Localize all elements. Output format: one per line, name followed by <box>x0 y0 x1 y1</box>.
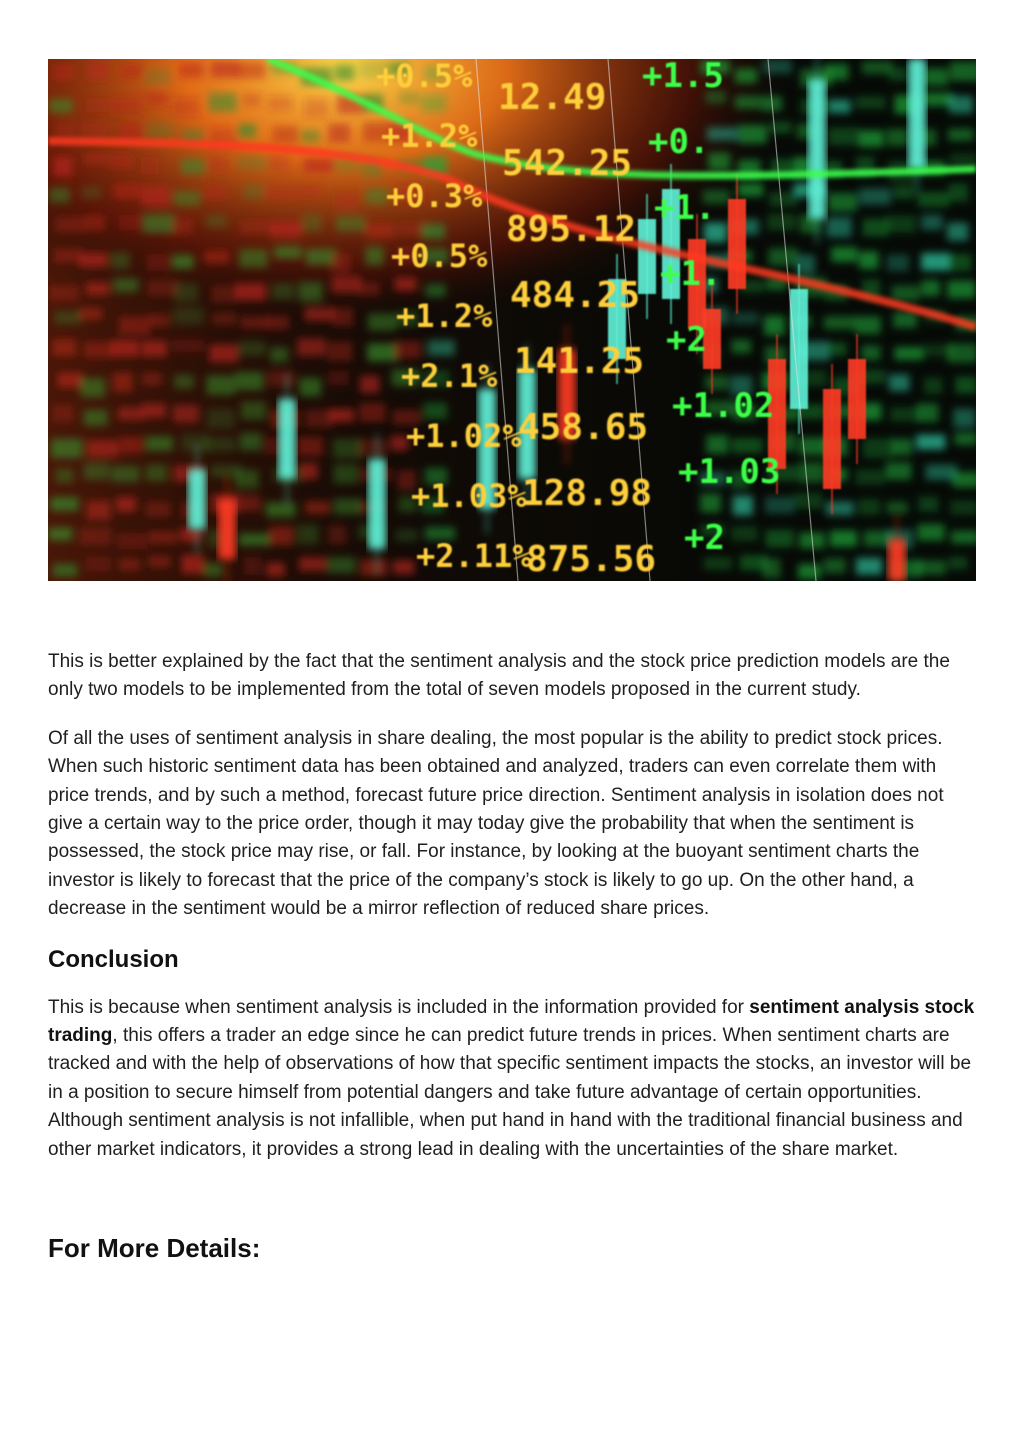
ticker-blur-cell <box>798 462 825 482</box>
ticker-blur-cell <box>333 439 363 459</box>
ticker-blur-cell <box>212 312 237 325</box>
ticker-blur-cell <box>174 283 198 302</box>
ticker-blur-cell <box>241 316 270 328</box>
candlestick <box>808 59 826 244</box>
ticker-blur-cell <box>297 338 326 356</box>
ticker-blur-cell <box>426 284 446 297</box>
ticker-blur-cell <box>331 253 351 272</box>
ticker-blur-cell <box>173 218 192 234</box>
ticker-blur-cell <box>84 410 108 426</box>
ticker-blur-cell <box>328 557 355 573</box>
ticker-blur-cell <box>297 525 318 545</box>
ticker-blur-cell <box>55 217 87 233</box>
ticker-blur-cell <box>949 556 968 569</box>
ticker-blur-cell <box>738 125 767 143</box>
ticker-blur-cell <box>917 524 944 541</box>
ticker-blur-cell <box>235 283 266 300</box>
ticker-label: +0.5% <box>391 237 488 275</box>
ticker-blur-cell <box>111 252 129 268</box>
ticker-blur-cell <box>421 95 446 112</box>
ticker-label: 141.25 <box>514 341 645 382</box>
ticker-blur-cell <box>53 339 77 356</box>
ticker-blur-cell <box>328 525 347 544</box>
paragraph-intro: This is better explained by the fact that the sentiment analysis and the stock price prediction models are the only two models to be implemented from the total of seven models proposed in the current study. <box>48 651 950 701</box>
ticker-blur-cell <box>146 502 171 517</box>
ticker-blur-cell <box>142 186 169 206</box>
ticker-blur-cell <box>335 191 358 209</box>
ticker-blur-cell <box>266 563 284 577</box>
ticker-blur-cell <box>798 564 821 579</box>
ticker-blur-cell <box>85 215 105 231</box>
ticker-label: +1. <box>660 254 722 294</box>
ticker-blur-cell <box>53 65 74 81</box>
ticker-blur-cell <box>80 378 105 397</box>
ticker-blur-cell <box>333 464 358 484</box>
ticker-blur-cell <box>731 340 751 354</box>
ticker-blur-cell <box>955 377 976 394</box>
ticker-blur-cell <box>733 496 753 516</box>
ticker-blur-cell <box>51 439 83 458</box>
ticker-blur-cell <box>830 530 857 546</box>
ticker-blur-cell <box>918 192 950 207</box>
ticker-blur-cell <box>947 281 975 299</box>
paragraph-prediction: Of all the uses of sentiment analysis in share dealing, the most popular is the ability to predict stock prices. When such historic sentiment data has been obtained and analyzed, traders can even correlate them with price trends, and by such a method, forecast future price direction. Sentiment analysis in isolation does not give a certain way to the price order, though it may today give the probability that when the sentiment is possessed, the stock price may rise, or fall. For instance, by looking at the buoyant sentiment charts the investor is likely to forecast that the price of the company’s stock is likely to go up. On the other hand, a decrease in the sentiment would be a mirror reflection of reduced share prices. <box>48 727 944 920</box>
ticker-blur-cell <box>893 312 917 328</box>
ticker-blur-cell <box>204 251 229 264</box>
ticker-blur-cell <box>83 463 109 480</box>
ticker-blur-cell <box>706 435 728 454</box>
ticker-blur-cell <box>329 409 354 423</box>
ticker-blur-cell <box>892 285 920 300</box>
ticker-blur-cell <box>764 316 785 336</box>
ticker-blur-cell <box>242 94 262 107</box>
ticker-blur-cell <box>235 470 259 489</box>
ticker-blur-cell <box>863 438 895 458</box>
ticker-blur-cell <box>305 501 330 514</box>
ticker-blur-cell <box>235 372 263 390</box>
ticker-blur-cell <box>79 253 107 268</box>
ticker-label: +2.11% <box>416 537 532 575</box>
ticker-blur-cell <box>179 62 204 78</box>
ticker-blur-cell <box>273 126 299 143</box>
ticker-label: +2 <box>666 320 707 360</box>
ticker-blur-cell <box>360 559 387 576</box>
ticker-blur-cell <box>173 405 199 423</box>
ticker-blur-cell <box>239 533 270 545</box>
ticker-label: +2 <box>684 518 725 558</box>
ticker-blur-cell <box>80 121 110 140</box>
ticker-blur-cell <box>707 127 738 140</box>
ticker-blur-cell <box>80 308 102 320</box>
ticker-label: +1.5 <box>642 59 724 96</box>
ticker-blur-cell <box>209 345 238 363</box>
ticker-blur-cell <box>205 185 225 199</box>
ticker-blur-cell <box>300 463 318 480</box>
ticker-blur-cell <box>886 502 907 514</box>
ticker-blur-cell <box>949 96 973 114</box>
ticker-blur-cell <box>855 96 885 109</box>
ticker-blur-cell <box>301 130 320 142</box>
ticker-blur-cell <box>367 343 398 361</box>
ticker-blur-cell <box>87 440 119 457</box>
ticker-blur-cell <box>949 254 971 271</box>
ticker-blur-cell <box>953 409 975 428</box>
ticker-blur-cell <box>238 156 268 170</box>
ticker-blur-cell <box>828 127 860 145</box>
ticker-blur-cell <box>141 157 159 174</box>
ticker-blur-cell <box>119 316 150 334</box>
ticker-blur-cell <box>49 187 70 202</box>
ticker-blur-cell <box>149 531 177 544</box>
ticker-blur-cell <box>893 186 913 200</box>
ticker-blur-cell <box>300 378 322 396</box>
ticker-blur-cell <box>950 500 976 515</box>
ticker-blur-cell <box>181 159 205 174</box>
ticker-blur-cell <box>394 341 421 359</box>
ticker-blur-cell <box>118 407 144 420</box>
ticker-blur-cell <box>738 183 764 196</box>
ticker-blur-cell <box>172 340 204 352</box>
ticker-blur-cell <box>147 254 169 271</box>
ticker-blur-cell <box>206 215 226 228</box>
ticker-blur-cell <box>731 526 757 541</box>
ticker-blur-cell <box>894 347 923 360</box>
ticker-blur-cell <box>886 462 912 479</box>
conclusion-text-end: , this offers a trader an edge since he can predict future trends in prices. When sentiment charts are tracked and with the help of observations of how that specific sentiment impacts the stocks, an investor will be in a position to secure himself from potential dangers and take future advantage of certain opportunities. Although sentiment analysis is not infallible, when put hand in hand with the traditional financial business and other market indicators, it provides a strong lead in dealing with the uncertainties of the share market. <box>48 1025 972 1160</box>
ticker-blur-cell <box>53 248 82 263</box>
stock-chart-illustration <box>48 59 976 581</box>
ticker-blur-cell <box>172 255 193 269</box>
ticker-label: +0. <box>648 122 710 162</box>
ticker-blur-cell <box>181 555 203 574</box>
ticker-blur-cell <box>954 433 976 445</box>
ticker-blur-cell <box>917 403 939 422</box>
ticker-blur-cell <box>824 316 856 329</box>
ticker-blur-cell <box>119 215 140 230</box>
ticker-blur-cell <box>173 307 203 324</box>
ticker-blur-cell <box>732 438 763 453</box>
ticker-blur-cell <box>209 93 238 112</box>
ticker-blur-cell <box>87 501 111 520</box>
ticker-blur-cell <box>112 97 143 114</box>
ticker-blur-cell <box>240 220 271 233</box>
ticker-blur-cell <box>887 254 909 271</box>
ticker-blur-cell <box>49 99 73 113</box>
ticker-blur-cell <box>700 494 721 513</box>
ticker-blur-cell <box>265 185 296 201</box>
ticker-blur-cell <box>211 61 239 77</box>
ticker-blur-cell <box>891 439 912 455</box>
ticker-blur-cell <box>49 285 79 301</box>
ticker-blur-cell <box>239 249 268 267</box>
ticker-blur-cell <box>270 526 294 545</box>
ticker-blur-cell <box>240 341 266 355</box>
ticker-blur-cell <box>54 157 73 177</box>
ticker-blur-cell <box>53 564 78 577</box>
ticker-blur-cell <box>769 121 791 133</box>
ticker-blur-cell <box>861 345 880 360</box>
ticker-label: +1. <box>654 188 716 228</box>
ticker-blur-cell <box>923 93 952 106</box>
ticker-blur-cell <box>889 67 908 81</box>
ticker-blur-cell <box>333 308 354 327</box>
ticker-blur-cell <box>949 184 969 202</box>
ticker-blur-cell <box>885 216 916 233</box>
ticker-blur-cell <box>58 372 83 388</box>
ticker-blur-cell <box>86 557 111 572</box>
ticker-blur-cell <box>327 341 352 361</box>
ticker-blur-cell <box>947 344 976 363</box>
ticker-label: 484.25 <box>510 275 641 316</box>
ticker-label: +1.2% <box>396 297 493 335</box>
keyword-link: sentiment analysis stock trading <box>48 996 975 1047</box>
ticker-label: +1.02% <box>406 417 522 455</box>
ticker-blur-cell <box>328 123 350 142</box>
ticker-blur-cell <box>142 373 162 386</box>
ticker-blur-cell <box>113 278 138 292</box>
ticker-blur-cell <box>268 96 293 110</box>
ticker-blur-cell <box>48 528 72 541</box>
ticker-blur-cell <box>921 280 940 296</box>
ticker-blur-cell <box>366 188 387 204</box>
ticker-blur-cell <box>859 251 879 269</box>
ticker-label: 12.49 <box>498 77 607 118</box>
ticker-blur-cell <box>113 373 133 392</box>
ticker-blur-cell <box>297 185 322 197</box>
ticker-blur-cell <box>267 154 289 171</box>
ticker-label: 895.12 <box>506 209 637 250</box>
ticker-blur-cell <box>855 469 884 485</box>
ticker-blur-cell <box>50 497 78 511</box>
ticker-blur-cell <box>735 69 757 84</box>
ticker-blur-cell <box>830 100 851 114</box>
ticker-label: +1.02 <box>672 386 775 426</box>
ticker-blur-cell <box>335 65 354 81</box>
ticker-blur-cell <box>916 435 945 450</box>
ticker-blur-cell <box>111 466 139 482</box>
more-details-heading: For More Details: <box>48 1233 261 1264</box>
ticker-blur-cell <box>921 215 942 230</box>
ticker-blur-cell <box>768 248 798 266</box>
ticker-blur-cell <box>735 96 760 109</box>
ticker-blur-cell <box>918 497 938 512</box>
ticker-blur-cell <box>174 191 200 206</box>
ticker-blur-cell <box>952 472 976 487</box>
ticker-blur-cell <box>704 557 732 570</box>
ticker-blur-cell <box>241 401 266 419</box>
ticker-blur-cell <box>244 184 263 199</box>
ticker-blur-cell <box>148 314 169 327</box>
ticker-blur-cell <box>732 312 759 324</box>
ticker-blur-cell <box>917 560 946 574</box>
ticker-blur-cell <box>149 556 171 568</box>
ticker-blur-cell <box>859 130 884 147</box>
ticker-blur-cell <box>890 407 920 421</box>
ticker-blur-cell <box>858 499 880 515</box>
ticker-blur-cell <box>360 375 380 393</box>
ticker-blur-cell <box>950 153 976 167</box>
ticker-blur-cell <box>428 340 455 356</box>
ticker-blur-cell <box>274 246 301 258</box>
ticker-blur-cell <box>204 437 236 451</box>
ticker-blur-cell <box>332 276 362 293</box>
ticker-blur-cell <box>368 314 396 331</box>
ticker-blur-cell <box>826 217 851 237</box>
ticker-label: +1.03 <box>678 452 781 492</box>
ticker-blur-cell <box>856 558 882 575</box>
ticker-blur-cell <box>207 409 235 429</box>
ticker-blur-cell <box>859 188 891 204</box>
ticker-blur-cell <box>948 128 974 141</box>
ticker-blur-cell <box>146 92 168 106</box>
ticker-blur-cell <box>923 68 948 85</box>
conclusion-heading: Conclusion <box>48 945 179 973</box>
ticker-blur-cell <box>304 307 335 321</box>
ticker-blur-cell <box>174 375 194 389</box>
ticker-blur-cell <box>86 99 116 112</box>
ticker-blur-cell <box>708 153 730 171</box>
ticker-blur-cell <box>828 193 857 211</box>
ticker-blur-cell <box>334 499 363 515</box>
ticker-blur-cell <box>111 154 133 169</box>
ticker-blur-cell <box>146 465 168 482</box>
ticker-blur-cell <box>767 214 796 230</box>
ticker-blur-cell <box>208 156 228 171</box>
ticker-label: +2.1% <box>401 357 498 395</box>
ticker-blur-cell <box>763 59 792 73</box>
ticker-blur-cell <box>55 122 76 139</box>
ticker-label: 458.65 <box>518 407 649 448</box>
ticker-blur-cell <box>55 468 73 483</box>
ticker-blur-cell <box>180 527 201 541</box>
conclusion-text-start: This is because when sentiment analysis is included in the information provided for <box>48 996 750 1018</box>
ticker-blur-cell <box>828 342 846 355</box>
ticker-blur-cell <box>921 253 950 270</box>
ticker-blur-cell <box>328 371 349 386</box>
ticker-blur-cell <box>244 557 262 575</box>
ticker-blur-cell <box>235 62 266 78</box>
ticker-blur-cell <box>172 98 200 116</box>
ticker-blur-cell <box>358 282 379 295</box>
ticker-blur-cell <box>88 62 108 80</box>
ticker-blur-cell <box>336 216 365 231</box>
ticker-blur-cell <box>303 214 322 231</box>
ticker-blur-cell <box>765 530 793 547</box>
ticker-blur-cell <box>143 214 175 233</box>
ticker-blur-cell <box>396 529 418 542</box>
ticker-blur-cell <box>204 563 222 577</box>
ticker-blur-cell <box>119 558 140 570</box>
ticker-blur-cell <box>304 98 329 118</box>
ticker-blur-cell <box>395 277 417 291</box>
ticker-blur-cell <box>80 528 112 545</box>
ticker-blur-cell <box>240 433 262 451</box>
ticker-blur-cell <box>116 497 136 512</box>
ticker-blur-cell <box>270 347 288 362</box>
ticker-blur-cell <box>147 123 174 139</box>
ticker-blur-cell <box>366 223 395 238</box>
ticker-blur-cell <box>762 558 780 578</box>
ticker-blur-cell <box>358 439 387 456</box>
paragraph-conclusion <box>48 994 978 1164</box>
ticker-blur-cell <box>266 316 289 330</box>
ticker-blur-cell <box>113 183 141 199</box>
ticker-blur-cell <box>924 378 943 394</box>
candlestick <box>790 264 808 434</box>
ticker-blur-cell <box>111 340 139 357</box>
ticker-blur-cell <box>272 283 295 299</box>
ticker-label: +1.2% <box>381 117 478 155</box>
ticker-blur-cell <box>142 403 166 417</box>
ticker-blur-cell <box>267 370 294 386</box>
ticker-blur-cell <box>142 341 167 357</box>
ticker-blur-cell <box>207 376 236 395</box>
ticker-label: +0.5% <box>376 59 473 95</box>
ticker-blur-cell <box>826 502 854 516</box>
ticker-blur-cell <box>120 64 143 77</box>
ticker-blur-cell <box>951 531 976 544</box>
ticker-label: 875.56 <box>526 539 657 580</box>
ticker-blur-cell <box>947 223 968 241</box>
ticker-blur-cell <box>238 124 256 138</box>
ticker-blur-cell <box>53 404 74 422</box>
ticker-blur-cell <box>144 69 171 85</box>
ticker-blur-cell <box>118 533 148 549</box>
ticker-blur-cell <box>147 280 178 297</box>
ticker-blur-cell <box>146 436 173 451</box>
ticker-blur-cell <box>365 247 383 265</box>
ticker-blur-cell <box>81 186 101 199</box>
ticker-blur-cell <box>359 403 386 422</box>
ticker-blur-cell <box>299 557 327 571</box>
ticker-blur-cell <box>393 560 415 574</box>
ticker-blur-cell <box>886 129 908 146</box>
ticker-blur-cell <box>84 153 109 166</box>
ticker-blur-cell <box>120 437 143 453</box>
ticker-blur-cell <box>765 497 794 514</box>
ticker-blur-cell <box>855 316 881 334</box>
ticker-blur-cell <box>240 496 260 512</box>
ticker-blur-cell <box>211 286 236 303</box>
article-body <box>48 648 978 1282</box>
ticker-blur-cell <box>266 502 296 517</box>
ticker-blur-cell <box>862 61 893 74</box>
ticker-label: +0.3% <box>386 177 483 215</box>
ticker-blur-cell <box>304 158 335 172</box>
ticker-blur-cell <box>862 219 888 237</box>
ticker-blur-cell <box>950 62 976 81</box>
stock-ticker-board-image <box>48 59 976 581</box>
ticker-blur-cell <box>54 311 81 324</box>
ticker-blur-cell <box>299 282 323 302</box>
ticker-blur-cell <box>769 192 797 206</box>
ticker-blur-cell <box>831 247 857 262</box>
ticker-blur-cell <box>824 558 846 573</box>
ticker-label: +1.03% <box>411 477 527 515</box>
ticker-blur-cell <box>86 282 109 295</box>
ticker-blur-cell <box>824 64 848 80</box>
ticker-label: 128.98 <box>522 473 653 514</box>
ticker-blur-cell <box>270 221 302 237</box>
ticker-label: 542.25 <box>502 143 633 184</box>
ticker-blur-cell <box>83 342 114 358</box>
ticker-blur-cell <box>297 437 323 456</box>
ticker-blur-cell <box>889 374 909 391</box>
